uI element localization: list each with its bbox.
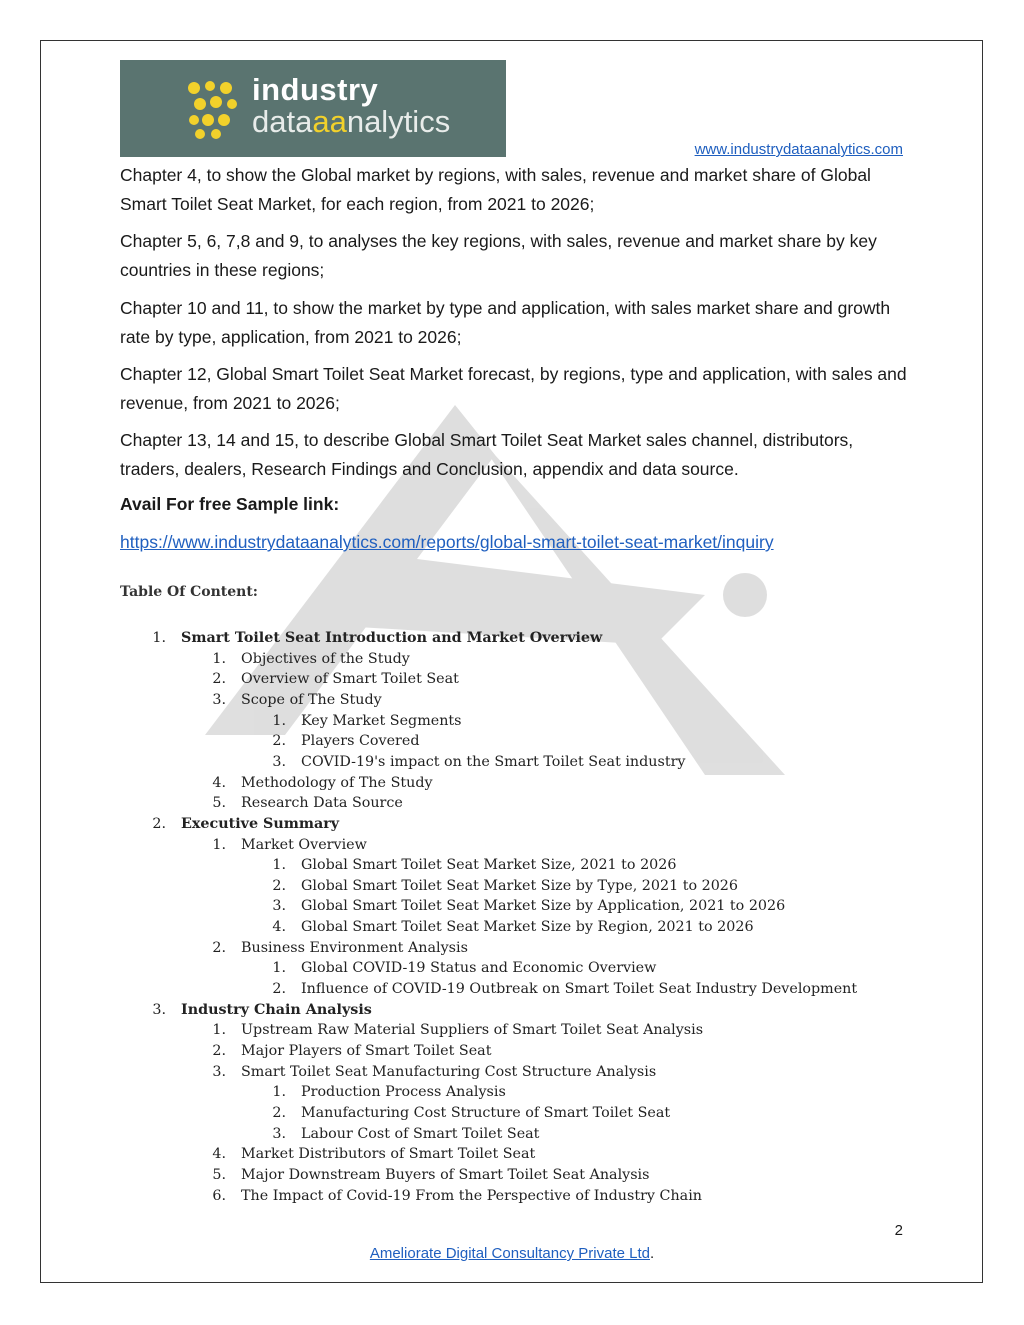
toc-item-label: Manufacturing Cost Structure of Smart Toilet Seat <box>301 1104 671 1121</box>
toc-item-number: 4. <box>212 1146 226 1163</box>
paragraph-chapter-12: Chapter 12, Global Smart Toilet Seat Market forecast, by regions, type and application, with sales and revenue, from 2021 to 2026; <box>120 364 907 413</box>
page-number: 2 <box>894 1222 903 1239</box>
toc-item-label: Production Process Analysis <box>301 1084 506 1101</box>
toc-item-number: 2. <box>272 1104 286 1121</box>
paragraph-chapter-10-11: Chapter 10 and 11, to show the market by type and application, with sales market share and growth rate by type, application, from 2021 to 2026; <box>120 298 891 347</box>
sample-heading: Avail For free Sample link: <box>120 494 340 514</box>
toc-title: Table Of Content: <box>120 584 258 600</box>
toc-item-number: 3. <box>272 898 286 915</box>
toc-item-number: 1. <box>152 630 166 646</box>
logo-word-industry: industry <box>252 72 379 107</box>
toc-item-label: Influence of COVID-19 Outbreak on Smart Toilet Seat Industry Development <box>301 981 858 998</box>
toc-item-label: Players Covered <box>301 733 420 750</box>
toc-item-label: Industry Chain Analysis <box>181 1001 372 1018</box>
toc-item-number: 3. <box>212 691 226 708</box>
toc-item-label: Market Distributors of Smart Toilet Seat <box>241 1146 536 1163</box>
toc-item-label: Scope of The Study <box>241 691 382 708</box>
footer: Ameliorate Digital Consultancy Private Ltd. <box>369 1245 655 1262</box>
toc-item-number: 2. <box>212 671 226 688</box>
toc-item-label: Global Smart Toilet Seat Market Size by Application, 2021 to 2026 <box>301 898 786 915</box>
toc-item-label: Global COVID-19 Status and Economic Overview <box>301 960 657 977</box>
toc-item-number: 1. <box>272 960 286 977</box>
toc-item-number: 3. <box>272 753 286 770</box>
toc-item-number: 2. <box>272 877 286 894</box>
toc-item-number: 1. <box>272 857 286 874</box>
toc-item-label: Business Environment Analysis <box>241 939 468 956</box>
toc-item-number: 1. <box>212 836 226 853</box>
toc-item-label: Global Smart Toilet Seat Market Size, 2021 to 2026 <box>301 857 677 874</box>
company-logo <box>120 60 506 157</box>
toc-item-number: 5. <box>212 795 226 812</box>
toc-item-label: COVID-19's impact on the Smart Toilet Seat industry <box>301 753 686 770</box>
toc-item-number: 4. <box>212 774 226 791</box>
toc-item-number: 4. <box>272 919 286 936</box>
toc-item-label: Executive Summary <box>181 815 340 832</box>
sample-link[interactable]: https://www.industrydataanalytics.com/reports/global-smart-toilet-seat-market/inquiry <box>120 532 774 552</box>
toc-item-label: Objectives of the Study <box>241 650 410 667</box>
toc-item-label: Overview of Smart Toilet Seat <box>241 671 459 688</box>
toc-item-number: 2. <box>152 815 166 832</box>
toc-item-number: 1. <box>272 1084 286 1101</box>
toc-item-label: Global Smart Toilet Seat Market Size by Region, 2021 to 2026 <box>301 919 754 936</box>
toc-item-number: 2. <box>272 981 286 998</box>
toc-item-label: Major Downstream Buyers of Smart Toilet Seat Analysis <box>241 1166 650 1183</box>
logo-word-dataanalytics: dataaanalytics <box>252 104 451 139</box>
toc-item-label: Labour Cost of Smart Toilet Seat <box>301 1125 540 1142</box>
toc-item-label: Market Overview <box>241 836 367 853</box>
toc-item-number: 6. <box>212 1187 226 1204</box>
toc-item-number: 2. <box>272 733 286 750</box>
website-link[interactable]: www.industrydataanalytics.com <box>694 141 903 158</box>
paragraph-chapter-5-9: Chapter 5, 6, 7,8 and 9, to analyses the key regions, with sales, revenue and market share by key countries in these regions; <box>120 231 877 280</box>
toc-item-label: Research Data Source <box>241 795 403 812</box>
toc-item-number: 3. <box>212 1063 226 1080</box>
toc-item-number: 2. <box>212 939 226 956</box>
paragraph-chapter-4: Chapter 4, to show the Global market by regions, with sales, revenue and market share of Global Smart Toilet Seat Market, for each region, from 2021 to 2026; <box>120 165 871 214</box>
company-link[interactable]: Ameliorate Digital Consultancy Private Ltd <box>369 1245 650 1262</box>
toc-item-number: 1. <box>212 650 226 667</box>
toc-item-label: Global Smart Toilet Seat Market Size by Type, 2021 to 2026 <box>301 877 739 894</box>
toc-item-label: Upstream Raw Material Suppliers of Smart Toilet Seat Analysis <box>241 1022 704 1039</box>
toc-item-label: Key Market Segments <box>301 712 462 729</box>
toc-item-label: Smart Toilet Seat Introduction and Market Overview <box>181 630 603 646</box>
toc-item-number: 1. <box>212 1022 226 1039</box>
paragraph-chapter-13-15: Chapter 13, 14 and 15, to describe Global Smart Toilet Seat Market sales channel, distributors, traders, dealers, Research Findings and Conclusion, appendix and data source. <box>120 430 854 479</box>
toc-item-number: 1. <box>272 712 286 729</box>
toc-item-label: Smart Toilet Seat Manufacturing Cost Structure Analysis <box>241 1063 657 1080</box>
toc-item-number: 3. <box>152 1001 166 1018</box>
logo-dots-icon <box>186 80 256 140</box>
toc-item-label: Methodology of The Study <box>241 774 433 791</box>
toc-item-number: 2. <box>212 1043 226 1059</box>
toc-item-number: 5. <box>212 1166 226 1183</box>
toc-item-number: 3. <box>272 1125 286 1142</box>
toc-item-label: The Impact of Covid-19 From the Perspective of Industry Chain <box>241 1187 702 1204</box>
toc-item-label: Major Players of Smart Toilet Seat <box>241 1043 492 1059</box>
